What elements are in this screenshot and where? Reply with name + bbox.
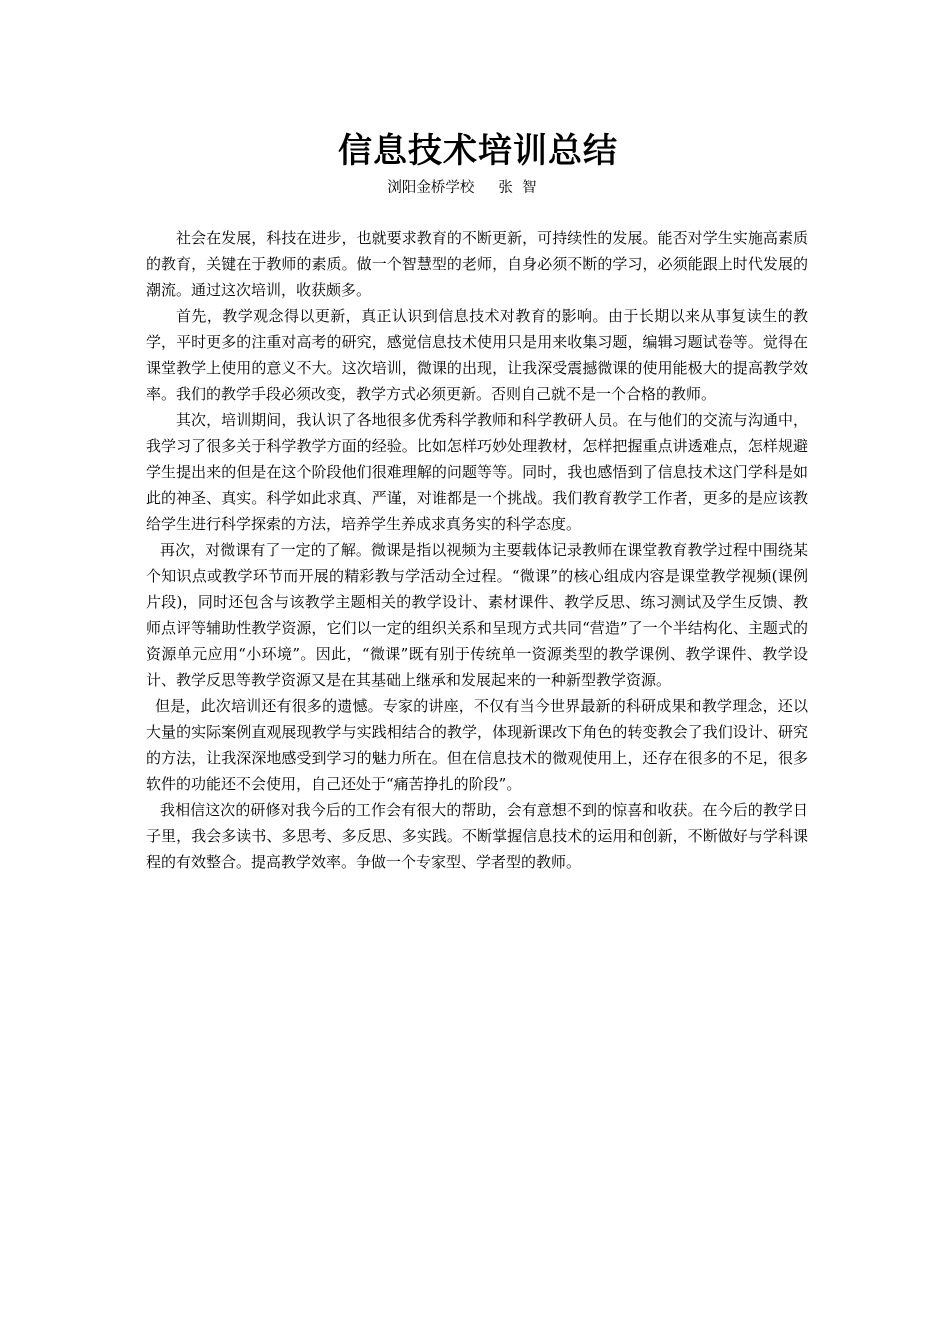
- document-body: [146, 225, 808, 875]
- paragraph-fourth: 但是，此次培训还有很多的遗憾。专家的讲座，不仅有当今世界最新的科研成果和教学理念，还以大量的实际案例直观展现教学与实践相结合的教学，体现新课改下角色的转变教会了我们设计、研究的方法，让我深深地感受到学习的魅力所在。但在信息技术的微观使用上，还存在很多的不足，很多软件的功能还不会使用，自己还处于“痛苦挣扎的阶段”。: [146, 697, 808, 793]
- paragraph-first: 首先，教学观念得以更新，真正认识到信息技术对教育的影响。由于长期以来从事复读生的教学，平时更多的注重对高考的研究，感觉信息技术使用只是用来收集习题，编辑习题试卷等。觉得在课堂教学上使用的意义不大。这次培训，微课的出现，让我深受震撼微课的使用能极大的提高教学效率。我们的教学手段必须改变，教学方式必须更新。否则自己就不是一个合格的教师。: [146, 307, 808, 403]
- paragraph-second: 其次，培训期间，我认识了各地很多优秀科学教师和科学教研人员。在与他们的交流与沟通中，我学习了很多关于科学教学方面的经验。比如怎样巧妙处理教材，怎样把握重点讲透难点，怎样规避学生提出来的但是在这个阶段他们很难理解的问题等等。同时，我也感悟到了信息技术这门学科是如此的神圣、真实。科学如此求真、严谨，对谁都是一个挑战。我们教育教学工作者，更多的是应该教给学生进行科学探索的方法，培养学生养成求真务实的科学态度。: [146, 411, 808, 533]
- paragraph-third: 再次，对微课有了一定的了解。微课是指以视频为主要载体记录教师在课堂教育教学过程中围绕某个知识点或教学环节而开展的精彩教与学活动全过程。“微课”的核心组成内容是课堂教学视频(课例片段)，同时还包含与该教学主题相关的教学设计、素材课件、教学反思、练习测试及学生反馈、教师点评等辅助性教学资源，它们以一定的组织关系和呈现方式共同“营造”了一个半结构化、主题式的资源单元应用“小环境”。因此，“微课”既有别于传统单一资源类型的教学课例、教学课件、教学设计、教学反思等教学资源又是在其基础上继承和发展起来的一种新型教学资源。: [146, 541, 808, 689]
- author-name: 张 智: [498, 180, 537, 196]
- byline: [0, 178, 924, 198]
- document-title: 信息技术培训总结: [338, 131, 618, 171]
- paragraph-intro: 社会在发展，科技在进步，也就要求教育的不断更新，可持续性的发展。能否对学生实施高素质的教育，关键在于教师的素质。做一个智慧型的老师，自身必须不断的学习，必须能跟上时代发展的潮流。通过这次培训，收获颇多。: [146, 229, 808, 299]
- paragraph-conclusion: 我相信这次的研修对我今后的工作会有很大的帮助，会有意想不到的惊喜和收获。在今后的教学日子里，我会多读书、多思考、多反思、多实践。不断掌握信息技术的运用和创新，不断做好与学科课程的有效整合。提高教学效率。争做一个专家型、学者型的教师。: [146, 801, 808, 871]
- school-name: 浏阳金桥学校: [387, 180, 475, 196]
